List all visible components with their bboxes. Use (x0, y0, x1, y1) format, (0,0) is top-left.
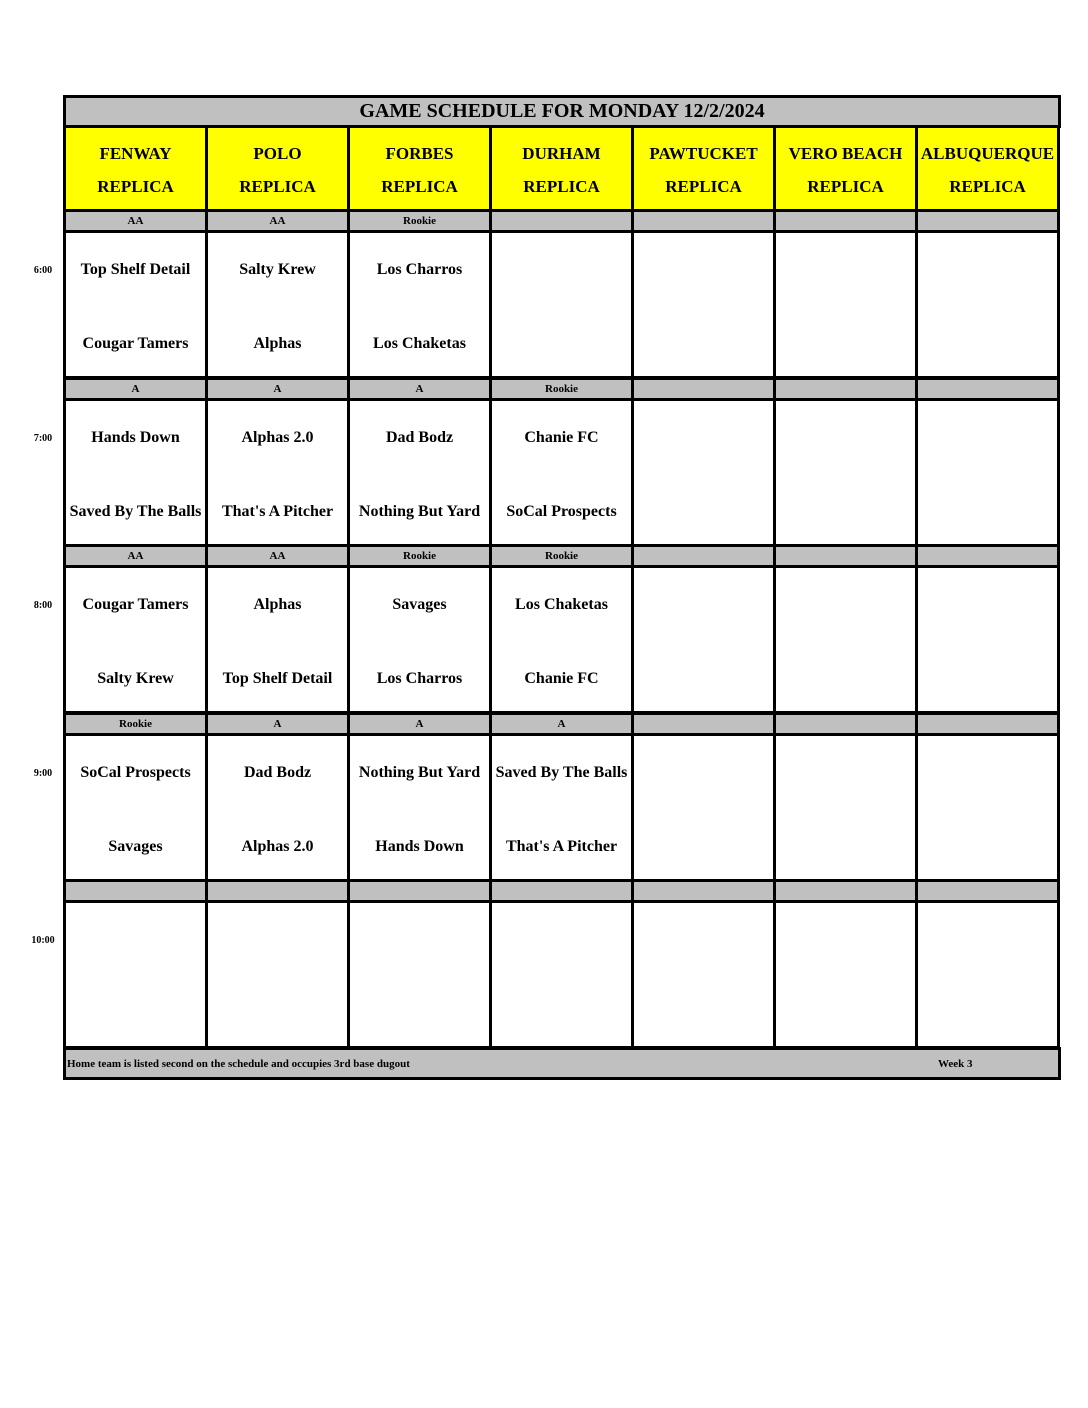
game-cell (489, 565, 634, 714)
away-team: Cougar Tamers (82, 595, 189, 613)
venue-subtitle: REPLICA (665, 177, 742, 196)
away-team (492, 247, 631, 291)
game-cell (631, 900, 776, 1049)
away-team (776, 415, 915, 459)
home-team (776, 321, 915, 365)
home-team (776, 656, 915, 700)
away-team (350, 917, 489, 961)
division-label: A (205, 712, 350, 736)
home-team: Los Charros (376, 669, 463, 687)
home-team (66, 991, 205, 1035)
division-label: A (347, 377, 492, 401)
away-team: Salty Krew (239, 260, 316, 278)
game-cell (347, 565, 492, 714)
home-team: SoCal Prospects (506, 502, 617, 520)
venue-header-7 (915, 125, 1060, 212)
home-team: Savages (108, 837, 163, 855)
venue-subtitle: REPLICA (807, 177, 884, 196)
venue-header-2 (205, 125, 350, 212)
away-team: Dad Bodz (385, 428, 454, 446)
away-team (634, 917, 773, 961)
away-team: SoCal Prospects (80, 763, 191, 781)
home-team (776, 824, 915, 868)
venue-header-4 (489, 125, 634, 212)
venue-name: FENWAY (99, 144, 172, 163)
game-cell (631, 230, 776, 379)
division-label: A (489, 712, 634, 736)
home-team: Hands Down (375, 837, 464, 855)
away-team (918, 750, 1057, 794)
home-team: Salty Krew (97, 669, 174, 687)
home-team: That's A Pitcher (505, 837, 618, 855)
game-cell (63, 398, 208, 547)
home-team: Los Chaketas (373, 334, 466, 352)
away-team (66, 917, 205, 961)
game-cell (205, 565, 350, 714)
game-cell (773, 900, 918, 1049)
week-label: Week 3 (938, 1057, 973, 1070)
venue-name: ALBUQUERQUE (920, 144, 1055, 163)
division-label: Rookie (63, 712, 208, 736)
division-label: Rookie (347, 544, 492, 568)
home-team: That's A Pitcher (221, 502, 334, 520)
home-team (492, 991, 631, 1035)
division-label: AA (63, 544, 208, 568)
game-cell (347, 398, 492, 547)
away-team (208, 917, 347, 961)
away-team (776, 917, 915, 961)
venue-header-5 (631, 125, 776, 212)
away-team (776, 582, 915, 626)
home-team (918, 824, 1057, 868)
home-team (492, 321, 631, 365)
home-team (634, 824, 773, 868)
away-team (776, 247, 915, 291)
game-cell (347, 733, 492, 882)
away-team: Alphas (253, 595, 302, 613)
away-team (918, 582, 1057, 626)
home-team: Top Shelf Detail (222, 669, 333, 687)
home-team: Alphas (253, 334, 302, 352)
away-team (918, 917, 1057, 961)
venue-subtitle: REPLICA (239, 177, 316, 196)
time-slot-label: 7:00 (33, 433, 53, 444)
away-team: Savages (392, 595, 447, 613)
time-slot-label: 8:00 (33, 600, 53, 611)
game-cell (205, 900, 350, 1049)
game-cell (489, 733, 634, 882)
venue-name: FORBES (385, 144, 454, 163)
venue-name: VERO BEACH (788, 144, 903, 163)
home-team: Saved By The Balls (69, 502, 202, 520)
home-team (350, 991, 489, 1035)
home-team (634, 489, 773, 533)
home-team: Alphas 2.0 (241, 837, 314, 855)
division-label: A (63, 377, 208, 401)
game-cell (773, 230, 918, 379)
game-cell (631, 398, 776, 547)
home-team (918, 489, 1057, 533)
game-cell (347, 900, 492, 1049)
home-team (634, 991, 773, 1035)
home-team: Cougar Tamers (82, 334, 189, 352)
game-cell (773, 398, 918, 547)
footer-note: Home team is listed second on the schedule and occupies 3rd base dugout (67, 1057, 410, 1070)
game-cell (773, 565, 918, 714)
venue-subtitle: REPLICA (381, 177, 458, 196)
game-cell (631, 565, 776, 714)
away-team (776, 750, 915, 794)
venue-header-3 (347, 125, 492, 212)
away-team: Hands Down (91, 428, 180, 446)
game-cell (489, 230, 634, 379)
away-team: Saved By The Balls (495, 763, 628, 781)
venue-name: PAWTUCKET (649, 144, 758, 163)
game-cell (205, 398, 350, 547)
venue-name: POLO (253, 144, 302, 163)
away-team (634, 750, 773, 794)
footer-bar (63, 1047, 1061, 1080)
away-team: Los Charros (376, 260, 463, 278)
game-cell (915, 565, 1060, 714)
game-cell (773, 733, 918, 882)
home-team (208, 991, 347, 1035)
game-cell (63, 733, 208, 882)
game-cell (63, 565, 208, 714)
game-cell (205, 733, 350, 882)
away-team (492, 917, 631, 961)
game-cell (631, 733, 776, 882)
home-team: Nothing But Yard (358, 502, 481, 520)
game-schedule-table (63, 95, 1061, 1081)
away-team: Chanie FC (524, 428, 599, 446)
home-team (918, 656, 1057, 700)
away-team: Nothing But Yard (358, 763, 481, 781)
division-label: Rookie (489, 544, 634, 568)
game-cell (915, 733, 1060, 882)
game-cell (489, 900, 634, 1049)
away-team: Dad Bodz (243, 763, 312, 781)
schedule-title: GAME SCHEDULE FOR MONDAY 12/2/2024 (63, 95, 1061, 128)
game-cell (915, 230, 1060, 379)
away-team: Los Chaketas (515, 595, 608, 613)
venue-header-6 (773, 125, 918, 212)
division-label: Rookie (347, 209, 492, 233)
venue-subtitle: REPLICA (97, 177, 174, 196)
time-slot-label: 6:00 (33, 265, 53, 276)
game-cell (915, 900, 1060, 1049)
division-label: AA (63, 209, 208, 233)
game-cell (63, 230, 208, 379)
away-team (918, 247, 1057, 291)
away-team (918, 415, 1057, 459)
home-team (634, 656, 773, 700)
division-label: A (347, 712, 492, 736)
venue-subtitle: REPLICA (523, 177, 600, 196)
home-team (918, 321, 1057, 365)
away-team (634, 582, 773, 626)
venue-subtitle: REPLICA (949, 177, 1026, 196)
game-cell (63, 900, 208, 1049)
time-slot-label: 10:00 (31, 935, 55, 946)
venue-header-1 (63, 125, 208, 212)
home-team (634, 321, 773, 365)
venue-name: DURHAM (522, 144, 601, 163)
game-cell (205, 230, 350, 379)
home-team: Chanie FC (524, 669, 599, 687)
away-team: Top Shelf Detail (80, 260, 191, 278)
game-cell (489, 398, 634, 547)
home-team (776, 991, 915, 1035)
division-label: A (205, 377, 350, 401)
home-team (918, 991, 1057, 1035)
division-label: Rookie (489, 377, 634, 401)
away-team (634, 415, 773, 459)
away-team (634, 247, 773, 291)
division-label: AA (205, 209, 350, 233)
time-slot-label: 9:00 (33, 768, 53, 779)
game-cell (347, 230, 492, 379)
game-cell (915, 398, 1060, 547)
away-team: Alphas 2.0 (241, 428, 314, 446)
home-team (776, 489, 915, 533)
division-label: AA (205, 544, 350, 568)
